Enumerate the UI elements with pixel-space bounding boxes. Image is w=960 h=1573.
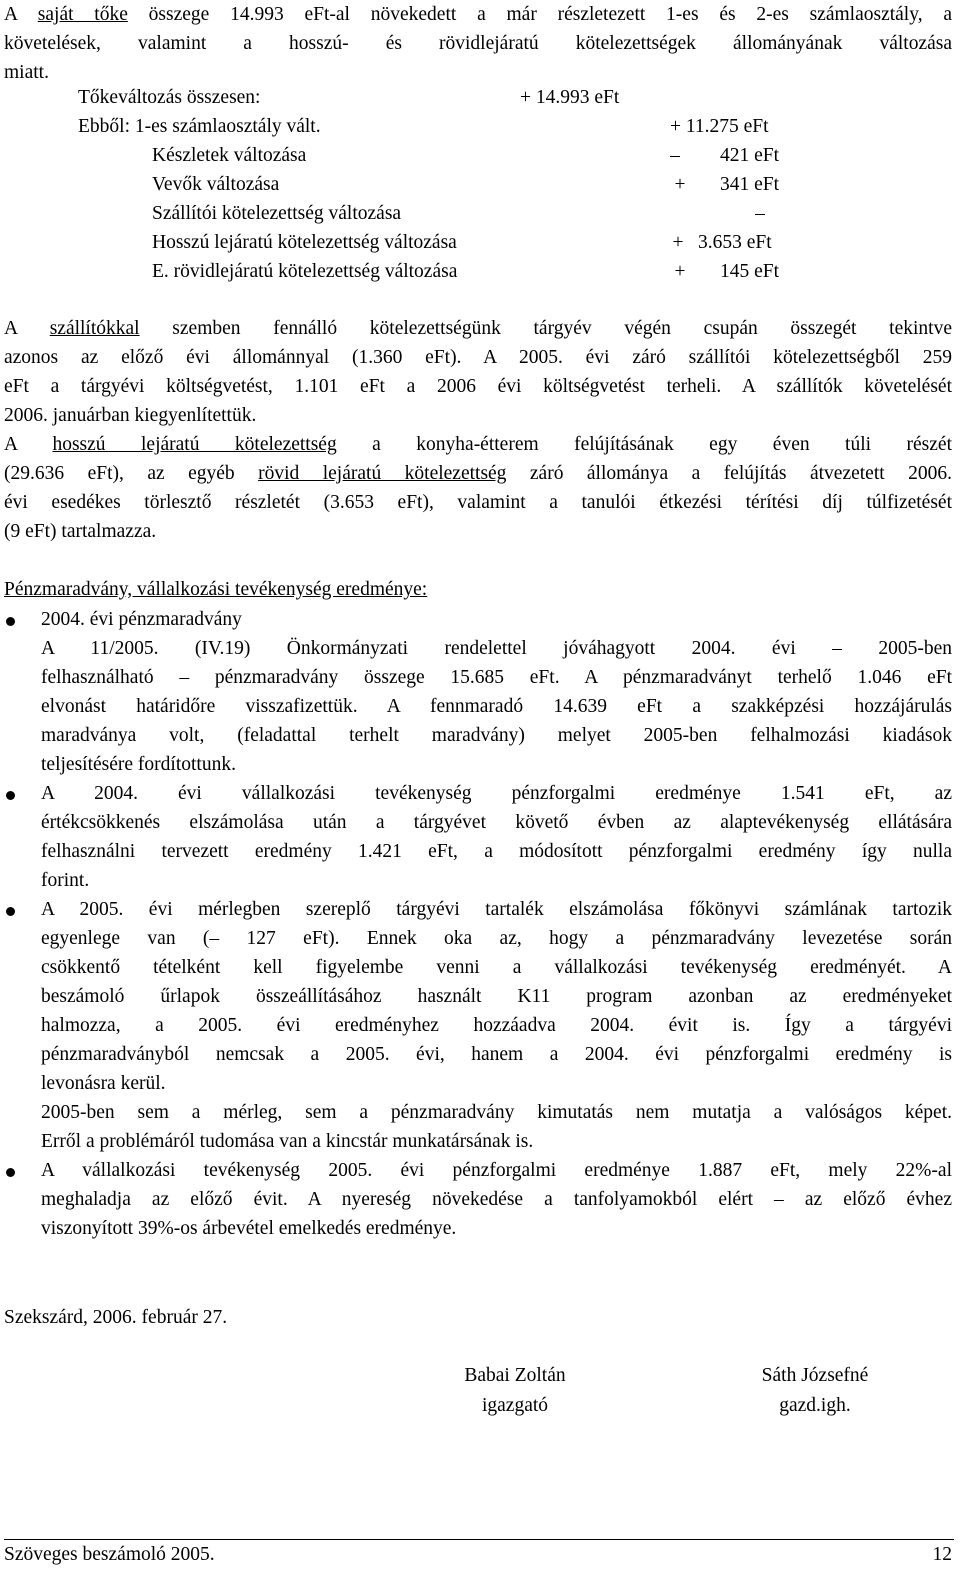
bullet-line: beszámoló űrlapok összeállításához használt K11 program azonban az eredményeket: [41, 986, 952, 1007]
change-row-sign: –: [670, 145, 680, 166]
underlined-term: hosszú lejáratú kötelezettség: [52, 434, 337, 455]
change-row-value: 145 eFt: [720, 261, 780, 282]
liabilities-line: A hosszú lejáratú kötelezettség a konyha-étterem felújításának egy éven túli részét: [4, 434, 952, 455]
change-row-label: Vevők változása: [152, 174, 280, 195]
bullet-line: egyenlege van (– 127 eFt). Ennek oka az, hogy a pénzmaradvány levezetése során: [41, 928, 952, 949]
bullet-line: halmozza, a 2005. évi eredményhez hozzáadva 2004. évit is. Így a tárgyévi: [41, 1015, 952, 1036]
intro-line: A saját tőke összege 14.993 eFt-al növekedett a már részletezett 1-es és 2-es számlaosztály, a: [4, 4, 953, 25]
underlined-term: saját tőke: [37, 4, 128, 25]
change-row-value: 341 eFt: [720, 174, 780, 195]
signer-name: Sáth Józsefné: [761, 1365, 869, 1386]
change-row-label: Szállítói kötelezettség változása: [152, 203, 402, 224]
change-row-label: Készletek változása: [152, 145, 307, 166]
intro-line: miatt.: [4, 62, 49, 83]
section-heading: Pénzmaradvány, vállalkozási tevékenység eredménye:: [4, 579, 428, 600]
change-row-label: Hosszú lejáratú kötelezettség változása: [152, 232, 457, 253]
intro-line: követelések, valamint a hosszú- és rövidlejáratú kötelezettségek állományának változása: [4, 33, 952, 54]
bullet-line: maradványa volt, (feladattal terhelt maradvány) melyet 2005-ben felhalmozási kiadások: [41, 725, 952, 746]
bullet-line: levonásra kerül.: [41, 1073, 166, 1094]
total-change-label: Tőkeváltozás összesen:: [78, 87, 261, 108]
change-row-sign: +: [674, 174, 686, 195]
bullet-line: meghaladja az előző évit. A nyereség növekedése a tanfolyamokból elért – az előző évhez: [41, 1189, 952, 1210]
bullet-dot: [6, 617, 15, 626]
bullet-line: értékcsökkenés elszámolása után a tárgyévet követő évben az alaptevékenység ellátására: [41, 812, 952, 833]
liabilities-line: évi esedékes törlesztő részletét (3.653 eFt), valamint a tanulói étkezési térítési díj túlfizetését: [4, 492, 952, 513]
bullet-item: [4, 1156, 952, 1243]
liabilities-line: azonos az előző évi állománnyal (1.360 eFt). A 2005. évi záró szállítói kötelezettségből 259: [4, 347, 952, 368]
change-row-sign: +: [672, 232, 684, 253]
total-change-value: + 14.993 eFt: [520, 87, 620, 108]
liabilities-line: 2006. januárban kiegyenlítettük.: [4, 405, 257, 426]
liabilities-line: A szállítókkal szemben fennálló kötelezettségünk tárgyév végén csupán összegét tekintve: [4, 318, 952, 339]
change-row-value: 3.653 eFt: [698, 232, 772, 253]
underlined-term: rövid lejáratú kötelezettség: [258, 463, 507, 484]
bullet-item: [4, 605, 952, 779]
bullet-line: A 2004. évi vállalkozási tevékenység pénzforgalmi eredménye 1.541 eFt, az: [41, 783, 952, 804]
change-row-label: E. rövidlejáratú kötelezettség változása: [152, 261, 458, 282]
bullet-item: [4, 895, 952, 1156]
footer-rule: [4, 1539, 954, 1540]
intro-paragraph: [4, 0, 952, 87]
liabilities-line: eFt a tárgyévi költségvetést, 1.101 eFt a 2006 évi költségvetést terheli. A szállítók követelését: [4, 376, 952, 397]
bullet-line: A 11/2005. (IV.19) Önkormányzati rendelettel jóváhagyott 2004. évi – 2005-ben: [41, 638, 952, 659]
liabilities-line: (29.636 eFt), az egyéb rövid lejáratú kötelezettség záró állománya a felújítás átvezetett 2006.: [4, 463, 952, 484]
signer-title: igazgató: [481, 1395, 549, 1416]
change-row-sign: –: [755, 203, 765, 224]
footer-title: Szöveges beszámoló 2005.: [4, 1544, 215, 1565]
bullet-item: [4, 779, 952, 895]
change-row-value: 421 eFt: [720, 145, 780, 166]
bullet-line: 2004. évi pénzmaradvány: [41, 609, 242, 630]
signer-title: gazd.igh.: [779, 1395, 851, 1416]
page-number: 12: [932, 1544, 952, 1565]
bullet-line: Erről a problémáról tudomása van a kincstár munkatársának is.: [41, 1131, 534, 1152]
bullet-line: A vállalkozási tevékenység 2005. évi pénzforgalmi eredménye 1.887 eFt, mely 22%-al: [41, 1160, 952, 1181]
bullet-dot: [6, 1168, 15, 1177]
bullet-line: teljesítésére fordítottunk.: [41, 754, 236, 775]
bullet-line: A 2005. évi mérlegben szereplő tárgyévi tartalék elszámolása főkönyvi számlának tartozik: [41, 899, 952, 920]
bullet-line: pénzmaradványból nemcsak a 2005. évi, hanem a 2004. évi pénzforgalmi eredmény is: [41, 1044, 952, 1065]
bullet-line: felhasználni tervezett eredmény 1.421 eFt, a módosított pénzforgalmi eredmény így nulla: [41, 841, 952, 862]
bullet-dot: [6, 791, 15, 800]
bullet-line: felhasználható – pénzmaradvány összege 15.685 eFt. A pénzmaradványt terhelő 1.046 eFt: [41, 667, 952, 688]
change-row-sign: +: [674, 261, 686, 282]
class1-change-label: Ebből: 1-es számlaosztály vált.: [78, 116, 321, 137]
signer-name: Babai Zoltán: [464, 1365, 566, 1386]
bullet-line: 2005-ben sem a mérleg, sem a pénzmaradvány kimutatás nem mutatja a valóságos képet.: [41, 1102, 952, 1123]
results-bullet-list: [4, 605, 952, 1243]
bullet-dot: [6, 907, 15, 916]
place-date: Szekszárd, 2006. február 27.: [4, 1307, 228, 1328]
bullet-line: viszonyított 39%-os árbevétel emelkedés eredménye.: [41, 1218, 457, 1239]
bullet-line: forint.: [41, 870, 90, 891]
liabilities-paragraph: [4, 314, 952, 546]
liabilities-line: (9 eFt) tartalmazza.: [4, 521, 157, 542]
bullet-line: csökkentő tételként kell figyelembe venni a vállalkozási tevékenység eredményét. A: [41, 957, 952, 978]
bullet-line: elvonást határidőre visszafizettük. A fennmaradó 14.639 eFt a szakképzési hozzájárulás: [41, 696, 952, 717]
class1-change-value: + 11.275 eFt: [670, 116, 769, 137]
underlined-term: szállítókkal: [49, 318, 140, 339]
